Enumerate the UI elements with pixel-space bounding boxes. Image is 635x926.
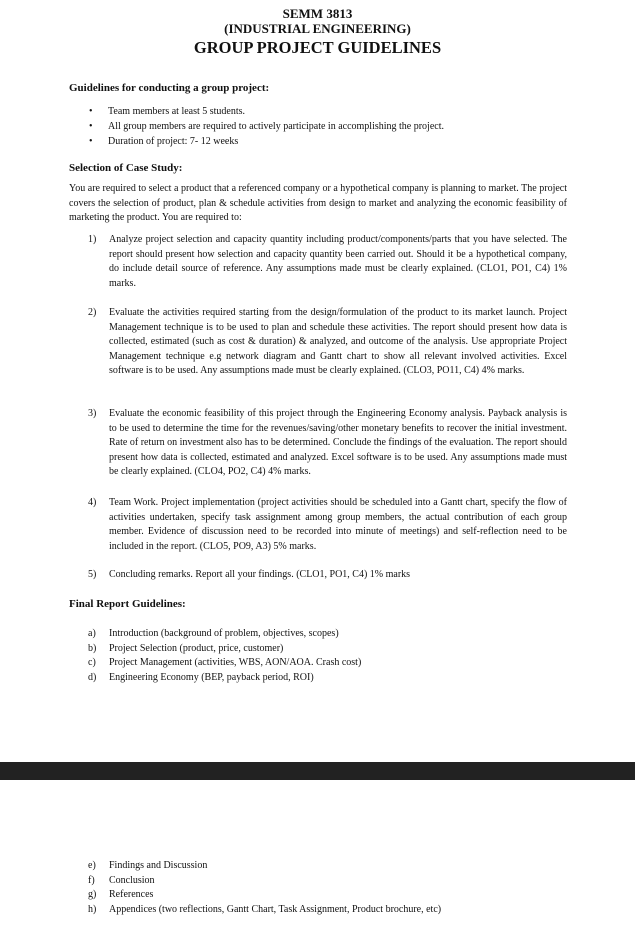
- list-item: a) Introduction (background of problem, objectives, scopes): [88, 628, 339, 639]
- item-text: Evaluate the activities required starting from the design/formulation of the product to its market launch. Project Management technique is to be used to plan and schedule these activities. The report should present how data is collected, estimated (such as cost & duration) & analyzed, and outcome of the analysis. Use appropriate Project Management technique e.g network diagram and Gantt chart to show all relevant involved activities. Excel software is to be used. Any assumptions made must be clearly explained. (CLO3, PO11, C4) 4% marks.: [109, 307, 567, 376]
- item-text: Team Work. Project implementation (project activities should be scheduled into a Gantt chart, specify the flow of activities undertaken, specify task assignment among group members, the actual contribution of each group member. Evidence of discussion need to be recorded into minute of meetings) and self-reflection need to be included in the report. (CLO5, PO9, A3) 5% marks.: [109, 497, 567, 552]
- list-item: g) References: [88, 889, 154, 900]
- document-page-2: [0, 780, 635, 926]
- list-item: b) Project Selection (product, price, customer): [88, 642, 284, 654]
- bullet-icon: •: [89, 106, 93, 117]
- case-study-heading: Selection of Case Study:: [69, 162, 183, 174]
- item-number: 4): [88, 497, 97, 508]
- course-code: SEMM 3813: [282, 6, 353, 21]
- case-study-item: [88, 568, 567, 583]
- item-text: Concluding remarks. Report all your findings. (CLO1, PO1, C4) 1% marks: [109, 569, 411, 580]
- item-number: 2): [88, 307, 97, 318]
- page-break-divider: [0, 762, 635, 780]
- bullet-item: • All group members are required to actively participate in accomplishing the project.: [89, 121, 444, 132]
- item-number: 3): [88, 408, 97, 419]
- list-item: e) Findings and Discussion: [88, 860, 208, 871]
- case-study-item: [88, 407, 567, 480]
- program-name: (INDUSTRIAL ENGINEERING): [224, 21, 411, 36]
- list-item: d) Engineering Economy (BEP, payback period, ROI): [88, 671, 314, 683]
- item-number: 1): [88, 234, 97, 245]
- bullet-item: • Duration of project: 7- 12 weeks: [89, 136, 239, 147]
- item-number: 5): [88, 569, 97, 580]
- bullet-icon: •: [89, 136, 93, 147]
- case-study-item: [88, 306, 567, 379]
- guidelines-bullet-list: [88, 104, 444, 149]
- list-item: c) Project Management (activities, WBS, AON/AOA. Crash cost): [88, 657, 362, 668]
- final-report-list-continued: [88, 859, 441, 917]
- list-item: f) Conclusion: [88, 874, 155, 886]
- item-text: Analyze project selection and capacity quantity including product/components/parts that you have selected. The report should present how selection and capacity quantity been carried out. Should it be a hypothetical company, do include detail source of reference. Any assumptions made must be clearly explained. (CLO1, PO1, C4) 1% marks.: [109, 234, 567, 289]
- list-item: h) Appendices (two reflections, Gantt Chart, Task Assignment, Product brochure, etc): [88, 903, 442, 915]
- final-report-heading: Final Report Guidelines:: [69, 598, 186, 610]
- case-study-item: [88, 496, 567, 554]
- page-title: GROUP PROJECT GUIDELINES: [193, 38, 442, 57]
- item-text: Evaluate the economic feasibility of this project through the Engineering Economy analysis. Payback analysis is to be used to determine the time for the revenues/saving/other monetary benefits to recover the initial investment. Rate of return on investment also has to be determined. Conclude the findings of the evaluation. The report should present how data is collected, estimated and analyzed. Excel software is to be used. Any assumptions made must be clearly explained. (CLO4, PO2, C4) 4% marks.: [109, 408, 567, 477]
- bullet-item: • Team members at least 5 students.: [89, 106, 246, 117]
- bullet-icon: •: [89, 121, 93, 132]
- case-study-intro: You are required to select a product that a referenced company or a hypothetical company is planning to market. The project covers the selection of product, plan & schedule activities from design to market and analyzing the economic feasibility of marketing the product. You are required to:: [69, 183, 567, 224]
- final-report-list: [88, 627, 361, 685]
- case-study-item: [88, 233, 567, 291]
- guidelines-heading: Guidelines for conducting a group project:: [69, 82, 270, 94]
